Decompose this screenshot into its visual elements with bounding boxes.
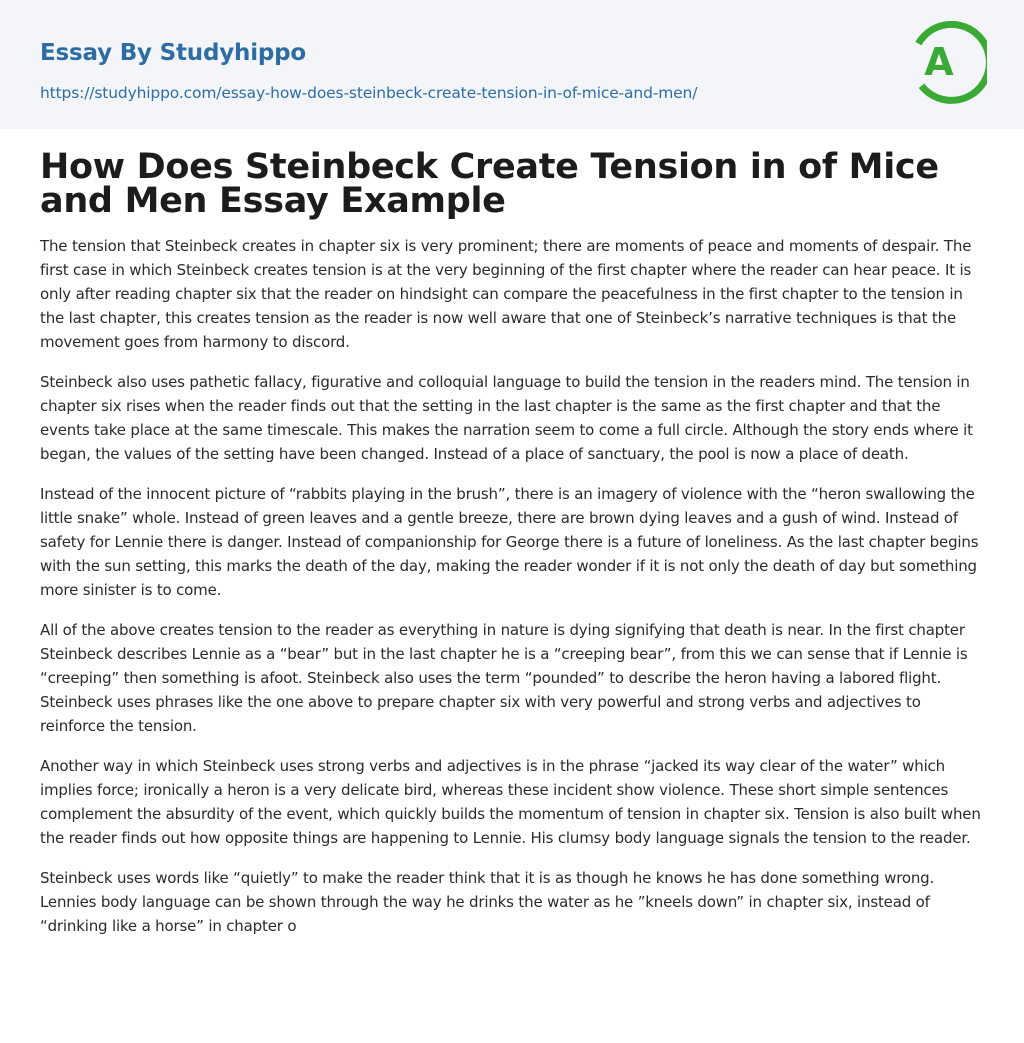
paragraph: Another way in which Steinbeck uses strong verbs and adjectives is in the phrase “jacked its way clear of the water” which implies force; ironically a heron is a very delicate bird, whereas these incident show violence. These short simple sentences complement the absurdity of the event, which quickly builds the momentum of tension in chapter six. Tension is also built when the reader finds out how opposite things are happening to Lennie. His clumsy body language signals the tension to the reader. bbox=[40, 757, 981, 847]
paragraph: The tension that Steinbeck creates in chapter six is very prominent; there are moments of peace and moments of despair. The first case in which Steinbeck creates tension is at the very beginning of the first chapter where the reader can hear peace. It is only after reading chapter six that the reader on hindsight can compare the peacefulness in the first chapter to the tension in the last chapter, this creates tension as the reader is now well aware that one of Steinbeck’s narrative techniques is that the movement goes from harmony to discord. bbox=[40, 237, 972, 351]
paragraph: All of the above creates tension to the reader as everything in nature is dying signifying that death is near. In the first chapter Steinbeck describes Lennie as a “bear” but in the last chapter he is a “creeping bear”, from this we can sense that if Lennie is “creeping” then something is afoot. Steinbeck also uses the term “pounded” to describe the heron having a labored flight. Steinbeck uses phrases like the one above to prepare chapter six with very powerful and strong verbs and adjectives to reinforce the tension. bbox=[40, 621, 968, 735]
site-header bbox=[0, 0, 1024, 129]
paragraph: Steinbeck uses words like “quietly” to make the reader think that it is as though he knows he has done something wrong. Lennies body language can be shown through the way he drinks the water as he ”kneels down” in chapter six, instead of “drinking like a horse” in chapter o bbox=[40, 869, 935, 935]
paragraph: Steinbeck also uses pathetic fallacy, figurative and colloquial language to build the tension in the readers mind. The tension in chapter six rises when the reader finds out that the setting in the last chapter is the same as the first chapter and that the events take place at the same timescale. This makes the narration seem to come a full circle. Although the story ends where it began, the values of the setting have been changed. Instead of a place of sanctuary, the pool is now a place of death. bbox=[40, 373, 973, 463]
logo-letter: A bbox=[924, 40, 954, 84]
paragraph: Instead of the innocent picture of “rabbits playing in the brush”, there is an imagery of violence with the “heron swallowing the little snake” whole. Instead of green leaves and a gentle breeze, there are brown dying leaves and a gush of wind. Instead of safety for Lennie there is danger. Instead of companionship for George there is a future of loneliness. As the last chapter begins with the sun setting, this marks the death of the day, making the reader wonder if it is not only the death of day but something more sinister is to come. bbox=[40, 485, 979, 599]
article-url-link[interactable]: https://studyhippo.com/essay-how-does-steinbeck-create-tension-in-of-mice-and-men/ bbox=[40, 84, 698, 102]
circle-a-logo-icon[interactable] bbox=[911, 18, 987, 106]
article-title: How Does Steinbeck Create Tension in of Mice and Men Essay Example bbox=[40, 147, 939, 221]
article-body bbox=[40, 234, 988, 954]
site-name[interactable]: Essay By Studyhippo bbox=[40, 40, 307, 66]
